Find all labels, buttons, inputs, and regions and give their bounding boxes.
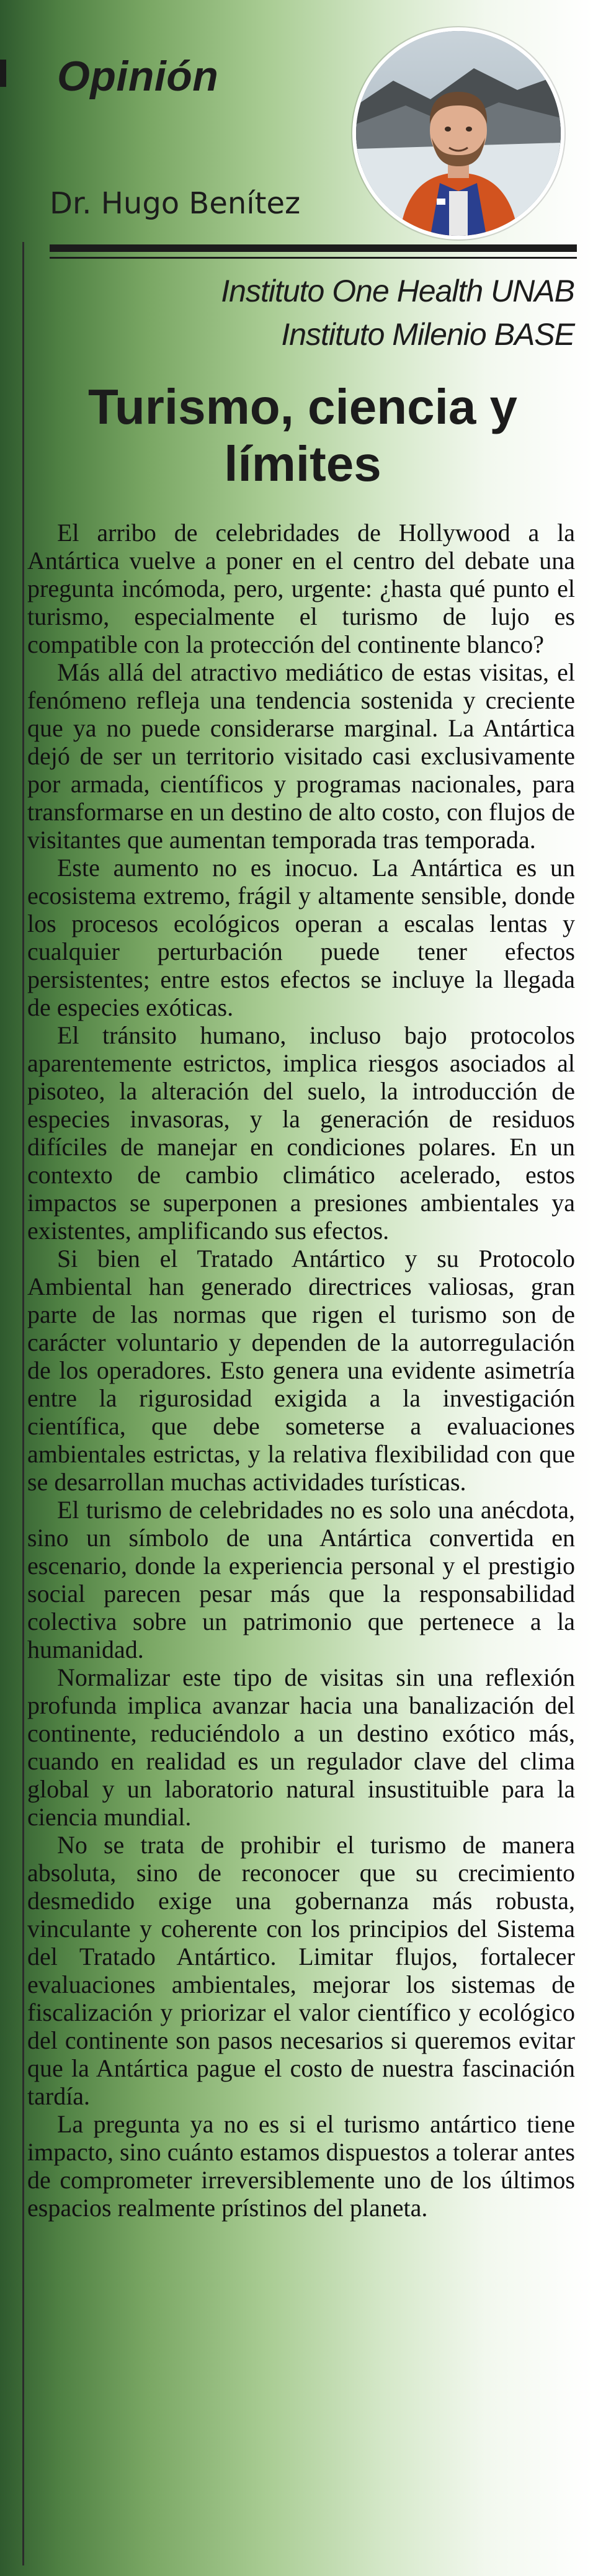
corner-mark xyxy=(0,60,6,87)
header-rule-thin xyxy=(50,257,577,259)
paragraph-9: La pregunta ya no es si el turismo antártico tiene impacto, sino cuánto estamos dispuestos a tolerar antes de comprometer irreversiblemente uno de los últimos espacios realmente prístinos del planeta. xyxy=(27,2110,575,2222)
header-rule-thick xyxy=(50,244,577,252)
institution-1: Instituto One Health UNAB xyxy=(221,274,574,308)
left-vertical-rule xyxy=(22,242,24,2565)
paragraph-7: Normalizar este tipo de visitas sin una reflexión profunda implica avanzar hacia una banalización del continente, reduciéndolo a un destino exótico más, cuando en realidad es un regulador clave del clima global y un laboratorio natural insustituible para la ciencia mundial. xyxy=(27,1663,575,1831)
paragraph-6: El turismo de celebridades no es solo una anécdota, sino un símbolo de una Antártica convertida en escenario, donde la experiencia personal y el prestigio social parecen pesar más que la responsabilidad colectiva sobre un patrimonio que pertenece a la humanidad. xyxy=(27,1496,575,1663)
section-label: Opinión xyxy=(57,53,219,100)
paragraph-8: No se trata de prohibir el turismo de manera absoluta, sino de reconocer que su crecimiento desmedido exige una gobernanza más robusta, vinculante y coherente con los principios del Sistema del Tratado Antártico. Limitar flujos, fortalecer evaluaciones ambientales, mejorar los sistemas de fiscalización y priorizar el valor científico y ecológico del continente son pasos necesarios si queremos evitar que la Antártica pague el costo de nuestra fascinación tardía. xyxy=(27,1831,575,2110)
author-portrait-icon xyxy=(356,31,561,236)
paragraph-4: El tránsito humano, incluso bajo protocolos aparentemente estrictos, implica riesgos asociados al pisoteo, la alteración del suelo, la introducción de especies invasoras, y la generación de residuos difíciles de manejar en condiciones polares. En un contexto de cambio climático acelerado, estos impactos se superponen a presiones ambientales ya existentes, amplificando sus efectos. xyxy=(27,1021,575,1245)
paragraph-5: Si bien el Tratado Antártico y su Protocolo Ambiental han generado directrices valiosas, gran parte de las normas que rigen el turismo son de carácter voluntario y dependen de la autorregulación de los operadores. Esto genera una evidente asimetría entre la rigurosidad exigida a la investigación científica, que debe someterse a evaluaciones ambientales estrictas, y la relativa flexibilidad con que se desarrollan muchas actividades turísticas. xyxy=(27,1245,575,1496)
paragraph-2: Más allá del atractivo mediático de estas visitas, el fenómeno refleja una tendencia sostenida y creciente que ya no puede considerarse marginal. La Antártica dejó de ser un territorio visitado casi exclusivamente por armada, científicos y programas nacionales, para transformarse en un destino de alto costo, con flujos de visitantes que aumentan temporada tras temporada. xyxy=(27,658,575,854)
institution-2: Instituto Milenio BASE xyxy=(281,317,574,352)
author-photo xyxy=(352,27,564,239)
paragraph-3: Este aumento no es inocuo. La Antártica es un ecosistema extremo, frágil y altamente sensible, donde los procesos ecológicos operan a escalas lentas y cualquier perturbación puede tener efectos persistentes; entre estos efectos se incluye la llegada de especies exóticas. xyxy=(27,854,575,1021)
paragraph-1: El arribo de celebridades de Hollywood a la Antártica vuelve a poner en el centro del debate una pregunta incómoda, pero, urgente: ¿hasta qué punto el turismo, especialmente el turismo de lujo es compatible con la protección del continente blanco? xyxy=(27,519,575,658)
article-title: Turismo, ciencia y límites xyxy=(87,379,518,491)
author-name: Dr. Hugo Benítez xyxy=(50,186,301,221)
article-body xyxy=(27,519,575,2222)
